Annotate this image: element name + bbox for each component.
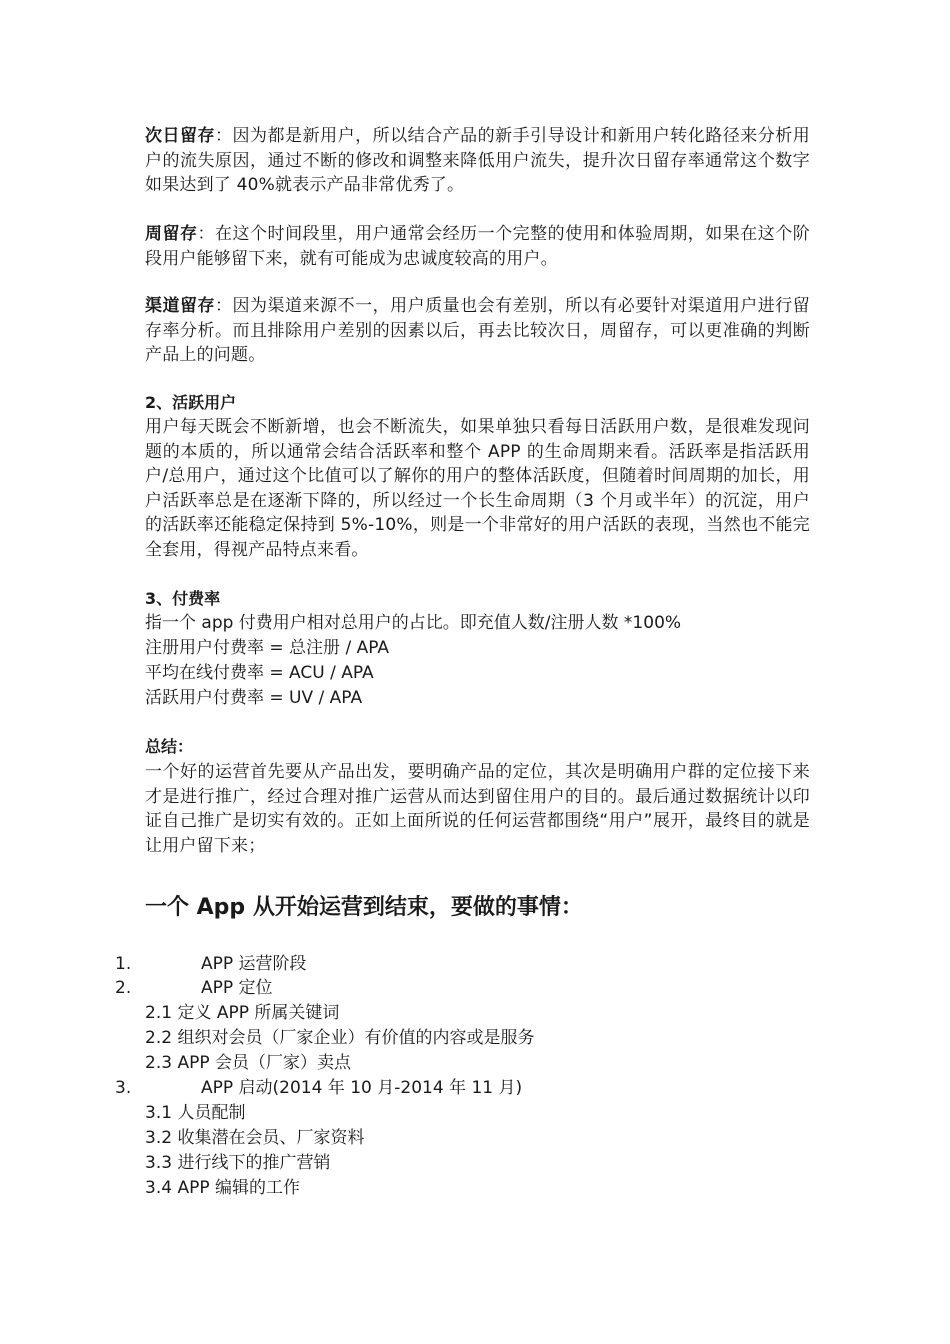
sub-item-2-2: 2.2 组织对会员（厂家企业）有价值的内容或是服务	[145, 1028, 535, 1048]
list-item-label: APP 启动(2014 年 10 月-2014 年 11 月)	[201, 1078, 523, 1098]
section-title: 一个 App 从开始运营到结束，要做的事情：	[145, 895, 583, 920]
active-users-heading: 2、活跃用户	[145, 393, 237, 412]
registered-paying-rate-formula: 注册用户付费率 = 总注册 / APA	[145, 638, 390, 658]
weekly-retention-lead: 周留存	[145, 224, 198, 244]
paying-rate-definition: 指一个 app 付费用户相对总用户的占比。即充值人数/注册人数 *100%	[145, 613, 682, 633]
sub-item-3-4: 3.4 APP 编辑的工作	[145, 1178, 300, 1198]
list-item-1	[115, 952, 815, 977]
next-day-retention-paragraph	[145, 124, 810, 198]
channel-retention-text: ：因为渠道来源不一，用户质量也会有差别，所以有必要针对渠道用户进行留存率分析。而且排除用户差别的因素以后，再去比较次日，周留存，可以更准确的判断产品上的问题。	[145, 296, 810, 365]
summary-paragraph: 一个好的运营首先要从产品出发，要明确产品的定位，其次是明确用户群的定位接下来才是进行推广，经过合理对推广运营从而达到留住用户的目的。最后通过数据统计以印证自己推广是切实有效的。正如上面所说的任何运营都围绕“用户”展开，最终目的就是让用户留下来；	[145, 762, 810, 856]
channel-retention-lead: 渠道留存	[145, 296, 216, 316]
active-paying-rate-formula: 活跃用户付费率 = UV / APA	[145, 688, 363, 708]
online-paying-rate-formula: 平均在线付费率 = ACU / APA	[145, 663, 374, 683]
weekly-retention-paragraph	[145, 222, 810, 271]
sub-item-3-2: 3.2 收集潜在会员、厂家资料	[145, 1128, 365, 1148]
list-item-label: APP 定位	[201, 978, 273, 998]
weekly-retention-text: ：在这个时间段里，用户通常会经历一个完整的使用和体验周期，如果在这个阶段用户能够留下来，就有可能成为忠诚度较高的用户。	[145, 224, 810, 269]
active-users-paragraph: 用户每天既会不断新增，也会不断流失，如果单独只看每日活跃用户数，是很难发现问题的本质的，所以通常会结合活跃率和整个 APP 的生命周期来看。活跃率是指活跃用户/总用户，通过这个比值可以了解你的用户的整体活跃度，但随着时间周期的加长，用户活跃率总是在逐渐下降的，所以经过一个长生命周期（3 个月或半年）的沉淀，用户的活跃率还能稳定保持到 5%-10%，则是一个非常好的用户活跃的表现，当然也不能完全套用，得视产品特点来看。	[145, 417, 810, 560]
paying-rate-heading: 3、付费率	[145, 589, 221, 608]
sub-item-2-3: 2.3 APP 会员（厂家）卖点	[145, 1053, 351, 1073]
list-number: 3.	[115, 1078, 132, 1098]
next-day-retention-text: ：因为都是新用户，所以结合产品的新手引导设计和新用户转化路径来分析用户的流失原因，通过不断的修改和调整来降低用户流失，提升次日留存率通常这个数字如果达到了 40%就表示产品非常优秀了。	[145, 126, 810, 195]
channel-retention-paragraph	[145, 294, 810, 368]
sub-item-3-3: 3.3 进行线下的推广营销	[145, 1153, 331, 1173]
list-item-3	[115, 1076, 815, 1101]
sub-item-2-1: 2.1 定义 APP 所属关键词	[145, 1003, 340, 1023]
list-number: 2.	[115, 978, 132, 998]
next-day-retention-lead: 次日留存	[145, 126, 216, 146]
list-item-2	[115, 976, 815, 1001]
list-item-label: APP 运营阶段	[201, 954, 307, 974]
list-number: 1.	[115, 954, 132, 974]
summary-heading: 总结：	[145, 737, 194, 756]
sub-item-3-1: 3.1 人员配制	[145, 1103, 246, 1123]
